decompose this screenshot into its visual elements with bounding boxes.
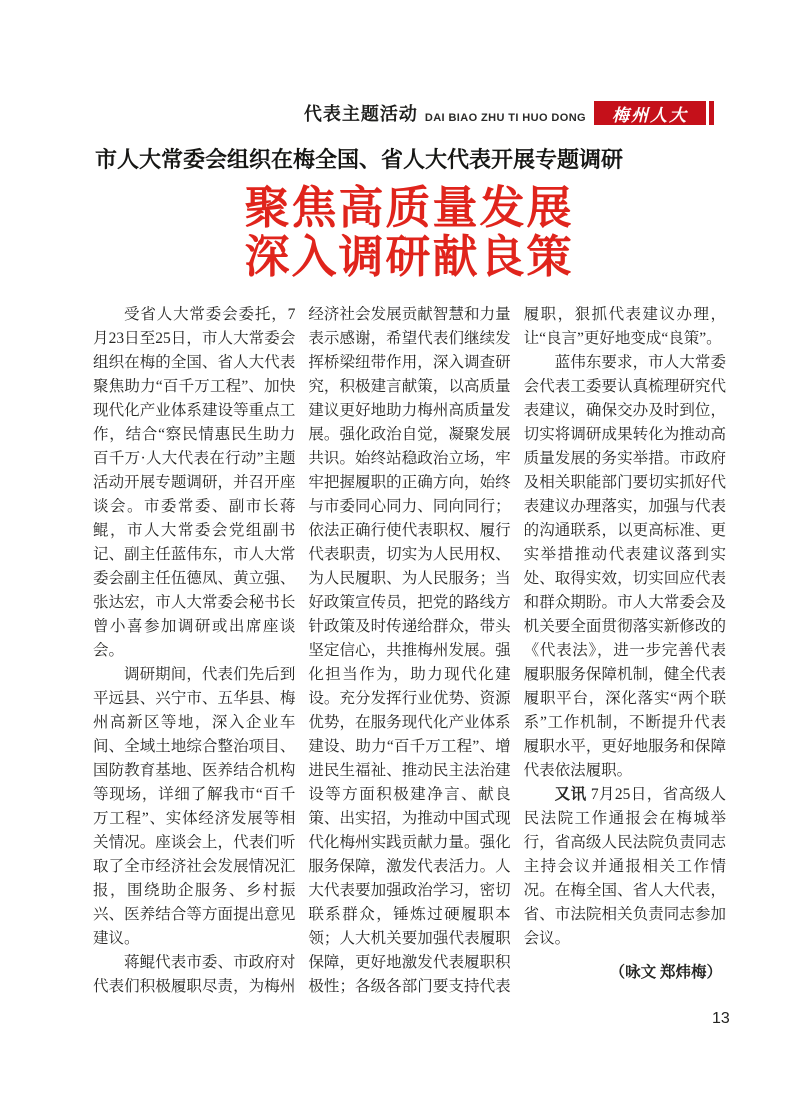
article-paragraph: 受省人大常委会委托，7月23日至25日，市人大常委会组织在梅的全国、省人大代表聚焦助力“百千万工程”、加快现代化产业体系建设等重点工作，结合“察民情惠民生助力百千万·人大代表在行动”主题活动开展专题调研，并召开座谈会。市委常委、副市长蒋鲲，市人大常委会党组副书记、副主任蓝伟东，市人大常委会副主任伍德凤、黄立强、张达宏，市人大常委会秘书长曾小喜参加调研或出席座谈会。 bbox=[93, 306, 296, 659]
section-subtitle-pinyin: DAI BIAO ZHU TI HUO DONG bbox=[424, 112, 586, 124]
article-body bbox=[93, 303, 726, 1005]
brand-accent-bar bbox=[709, 101, 714, 125]
article-paragraph: 蓝伟东要求，市人大常委会代表工委要认真梳理研究代表建议，确保交办及时到位，切实将调研成果转化为推动高质量发展的务实举措。市政府及相关职能部门要切实抓好代表建议办理落实，加强与代表的沟通联系，以更高标准、更实举措推动代表建议落到实处、取得实效，切实回应代表和群众期盼。市人大常委会及机关要全面贯彻落实新修改的《代表法》，进一步完善代表履职服务保障机制，健全代表履职平台，深化落实“两个联系”工作机制，不断提升代表履职水平，更好地服务和保障代表依法履职。 bbox=[523, 354, 726, 779]
section-title: 代表主题活动 bbox=[303, 104, 418, 124]
article-paragraph: 调研期间，代表们先后到平远县、兴宁市、五华县、梅州高新区等地，深入企业车间、全域土地综合整治项目、国防教育基地、医养结合机构等现场，详细了解我市“百千万工程”、实体经济发展等相关情况。座谈会上，代表们听取了全市经济社会发展情况汇报，围绕助企服务、乡村振兴、医养结合等方面提出意见建议。 bbox=[93, 666, 296, 947]
article-kicker: 市人大常委会组织在梅全国、省人大代表开展专题调研 bbox=[95, 147, 624, 172]
article-title bbox=[93, 184, 725, 282]
article-paragraph: 又讯 7月25日，省高级人民法院工作通报会在梅城举行，省高级人民法院负责同志主持会议并通报相关工作情况。在梅全国、省人大代表，省、市法院相关负责同志参加会议。 bbox=[523, 786, 726, 947]
brand-badge: 梅州人大 bbox=[594, 101, 706, 125]
article-paragraph: 蒋鲲代表市委、市政府对代表们积极履职尽责，为梅州经济社会发展贡献智慧和力量表示感谢，希望代表们继续发挥桥梁纽带作用，深入调查研究，积极建言献策，以高质量建议更好地助力梅州高质量发展。强化政治自觉，凝聚发展共识。始终站稳政治立场，牢牢把握履职的正确方向，始终与市委同心同力、同向同行；依法正确行使代表职权、履行代表职责，切实为人民用权、为人民履职、为人民服务；当好政策宣传员，把党的路线方针政策及时传递给群众，带头坚定信心，共推梅州发展。强化担当作为，助力现代化建设。充分发挥行业优势、资源优势，在服务现代化产业体系建设、助力“百千万工程”、增进民生福祉、推动民主法治建设等方面积极建净言、献良策、出实招，为推动中国式现代化梅州实践贡献力量。强化服务保障，激发代表活力。人大代表要加强政治学习，密切联系群众，锤炼过硬履职本领；人大机关要加强代表履职保障，更好地激发代表履职积极性；各级各部门要支持代表履职，狠抓代表建议办理，让“良言”更好地变成“良策”。 bbox=[93, 306, 726, 995]
page-number: 13 bbox=[712, 1010, 730, 1027]
page-header bbox=[304, 100, 714, 126]
article-title-line: 深入调研献良策 bbox=[244, 232, 574, 282]
article-byline: （咏文 郑炜梅） bbox=[609, 964, 722, 981]
paragraph-lead: 又讯 bbox=[554, 786, 591, 803]
article-title-line: 聚焦高质量发展 bbox=[244, 183, 574, 233]
